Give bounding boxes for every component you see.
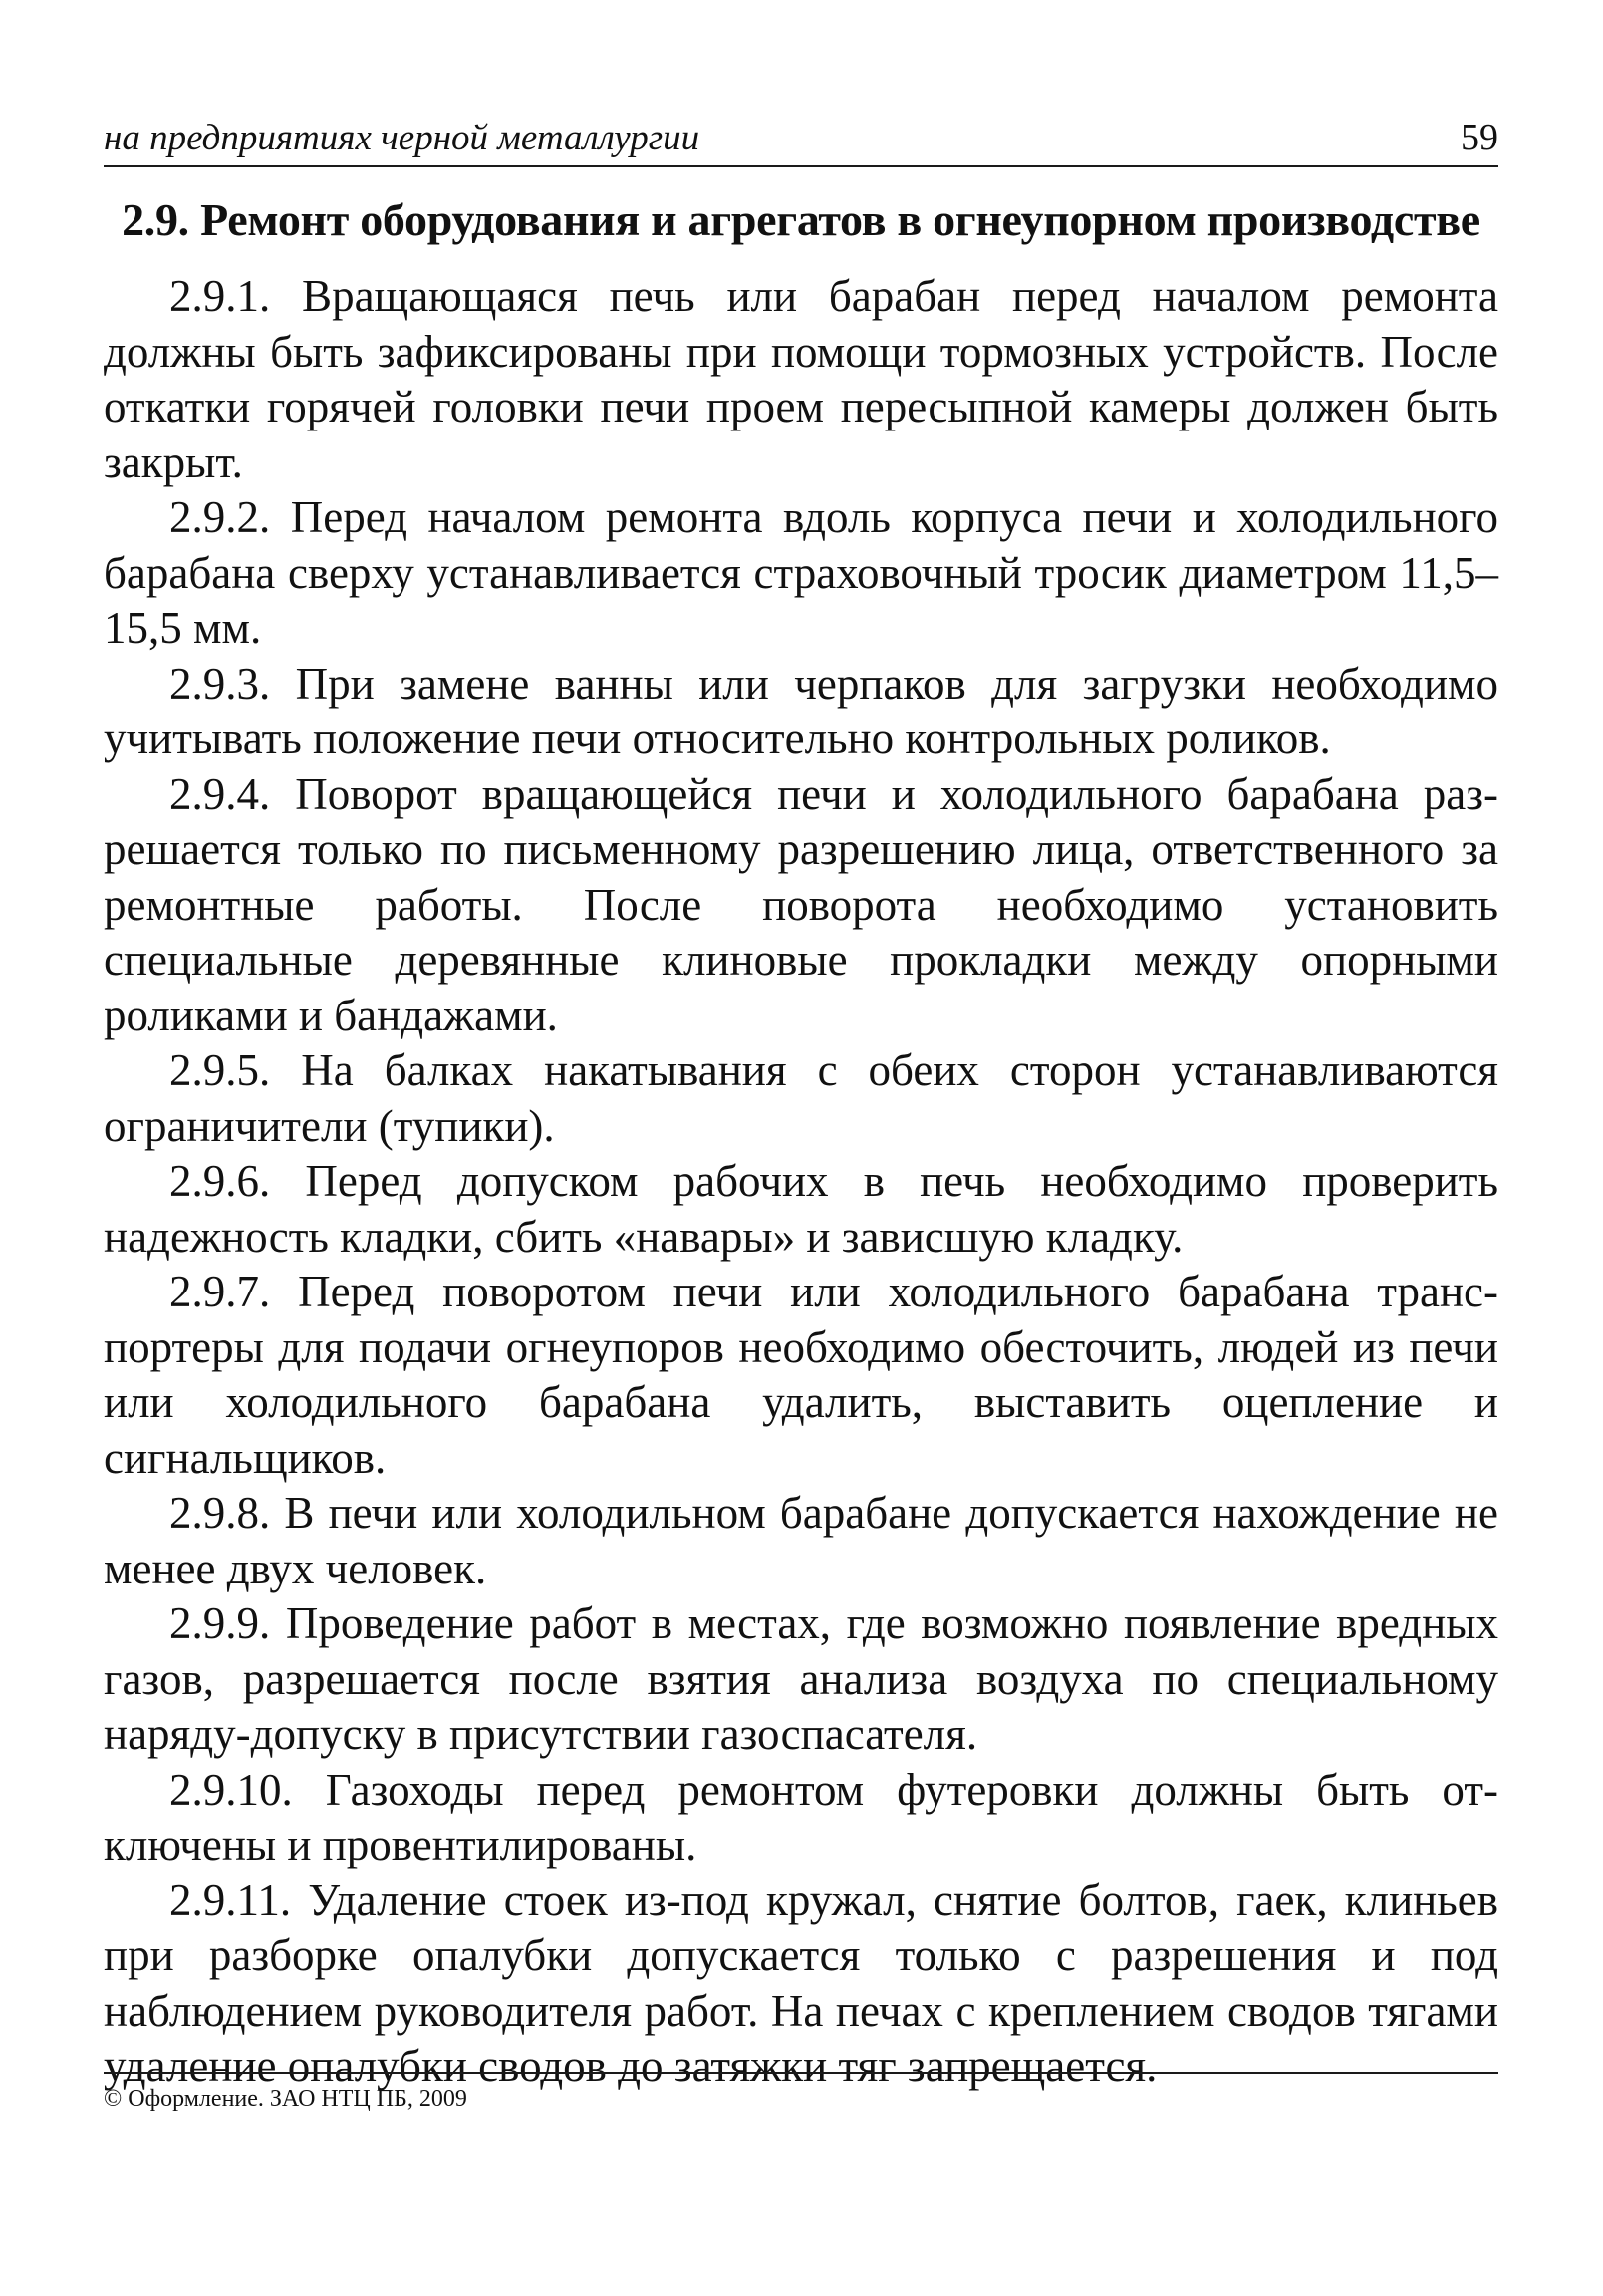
paragraph-2-9-10: 2.9.10. Газоходы перед ремонтом футеровки должны быть отключены и провентилированы. <box>104 1764 1498 1869</box>
page-number: 59 <box>1461 117 1498 158</box>
paragraph-2-9-7: 2.9.7. Перед поворотом печи или холодильного барабана транспортеры для подачи огнеупоров необходимо обесточить, людей из печи или холодильного барабана удалить, выставить оцепление и сигнальщиков. <box>104 1267 1498 1483</box>
paragraph-2-9-5: 2.9.5. На балках накатывания с обеих сторон устанавливаются ограничители (тупики). <box>104 1045 1498 1151</box>
running-header <box>104 112 1498 167</box>
section-heading: 2.9. Ремонт оборудования и агрегатов в огнеупорном производстве <box>122 194 1480 245</box>
paragraph-2-9-9: 2.9.9. Проведение работ в местах, где возможно появление вредных газов, разрешается после взятия анализа воздуха по специальному наряду-допуску в присутствии газоспасателя. <box>104 1598 1498 1759</box>
paragraph-2-9-6: 2.9.6. Перед допуском рабочих в печь необходимо проверить надежность кладки, сбить «навары» и зависшую кладку. <box>104 1156 1498 1262</box>
paragraph-2-9-11: 2.9.11. Удаление стоек из-под кружал, снятие болтов, гаек, клиньев при разборке опалубки допускается только с разрешения и под наблюдением руководителя работ. На печах с креплением сводов тягами удаление опалубки сводов до затяжки тяг запрещается. <box>104 1874 1498 2091</box>
paragraph-2-9-1: 2.9.1. Вращающаяся печь или барабан перед началом ремонта должны быть зафиксированы при помощи тормозных устройств. После откатки горячей головки печи проем пересыпной камеры должен быть закрыт. <box>104 271 1498 487</box>
running-title: на предприятиях черной металлургии <box>104 118 700 158</box>
book-page <box>104 112 1498 2224</box>
copyright-footer <box>104 2072 1498 2113</box>
section-body <box>104 269 1498 2095</box>
copyright-text: © Оформление. ЗАО НТЦ ПБ, 2009 <box>104 2086 467 2112</box>
paragraph-2-9-3: 2.9.3. При замене ванны или черпаков для загрузки необходимо учитывать положение печи относительно контрольных роликов. <box>104 658 1498 763</box>
paragraph-2-9-8: 2.9.8. В печи или холодильном барабане допускается нахождение не менее двух человек. <box>104 1488 1498 1593</box>
paragraph-2-9-2: 2.9.2. Перед началом ремонта вдоль корпуса печи и холодильного барабана сверху устанавливается страховочный тросик диаметром 11,5–15,5 мм. <box>104 492 1498 653</box>
paragraph-2-9-4: 2.9.4. Поворот вращающейся печи и холодильного барабана разрешается только по письменному разрешению лица, ответственного за ремонтные работы. После поворота необходимо установить специальные деревянные клиновые прокладки между опорными роликами и бандажами. <box>104 768 1498 1040</box>
